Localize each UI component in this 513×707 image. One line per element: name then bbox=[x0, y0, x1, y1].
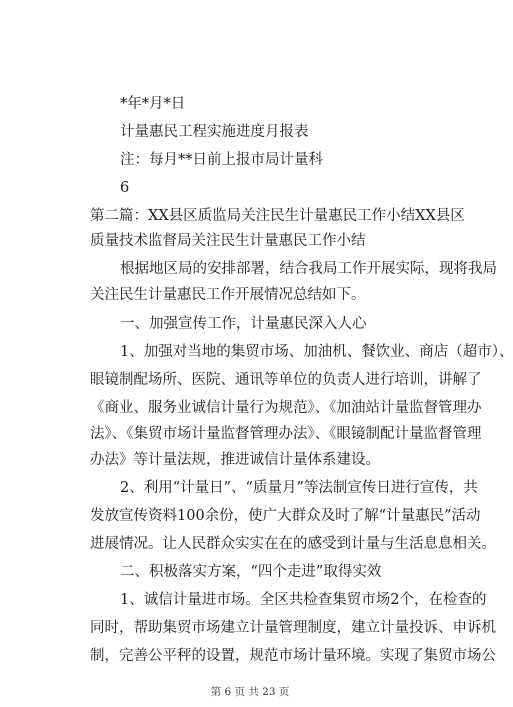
paragraph-1-line-5: 办法》等计量法规，推进诚信计量体系建设。 bbox=[90, 452, 380, 468]
section-title-line-1: 第二篇：XX县区质监局关注民生计量惠民工作小结XX县区 bbox=[90, 208, 465, 224]
heading-two: 二、积极落实方案，“四个走进”取得实效 bbox=[120, 564, 382, 580]
paragraph-2-line-1: 2、利用“计量日”、“质量月”等法制宣传日进行宣传，共 bbox=[120, 480, 478, 496]
report-form-title: 计量惠民工程实施进度月报表 bbox=[120, 124, 309, 140]
paragraph-3-line-3: 制，完善公平秤的设置，规范市场计量环境。实现了集贸市场公 bbox=[90, 648, 496, 664]
paragraph-3-line-1: 1、诚信计量进市场。全区共检查集贸市场2个，在检查的 bbox=[120, 592, 487, 608]
paragraph-1-line-1: 1、加强对当地的集贸市场、加油机、餐饮业、商店（超市）、 bbox=[120, 344, 513, 360]
report-note: 注：每月**日前上报市局计量科 bbox=[120, 152, 323, 168]
heading-one: 一、加强宣传工作，计量惠民深入人心 bbox=[120, 316, 367, 332]
page-number-text: 6 bbox=[120, 180, 130, 196]
intro-line-1: 根据地区局的安排部署，结合我局工作开展实际，现将我局 bbox=[120, 261, 497, 277]
page-footer: 第 6 页 共 23 页 bbox=[210, 686, 290, 698]
date-line: *年*月*日 bbox=[120, 96, 186, 112]
paragraph-3-line-2: 同时，帮助集贸市场建立计量管理制度，建立计量投诉、申诉机 bbox=[90, 620, 496, 636]
paragraph-1-line-3: 《商业、服务业诚信计量行为规范》、《加油站计量监督管理办 bbox=[90, 400, 482, 416]
intro-line-2: 关注民生计量惠民工作开展情况总结如下。 bbox=[90, 287, 366, 303]
paragraph-1-line-2: 眼镜制配场所、医院、通讯等单位的负责人进行培训，讲解了 bbox=[90, 372, 482, 388]
paragraph-2-line-3: 进展情况。让人民群众实实在在的感受到计量与生活息息相关。 bbox=[90, 536, 496, 552]
paragraph-2-line-2: 发放宣传资料100余份，使广大群众及时了解“计量惠民”活动 bbox=[90, 508, 481, 524]
section-title-line-2: 质量技术监督局关注民生计量惠民工作小结 bbox=[90, 233, 366, 249]
paragraph-1-line-4: 法》、《集贸市场计量监督管理办法》、《眼镜制配计量监督管理 bbox=[90, 426, 482, 442]
